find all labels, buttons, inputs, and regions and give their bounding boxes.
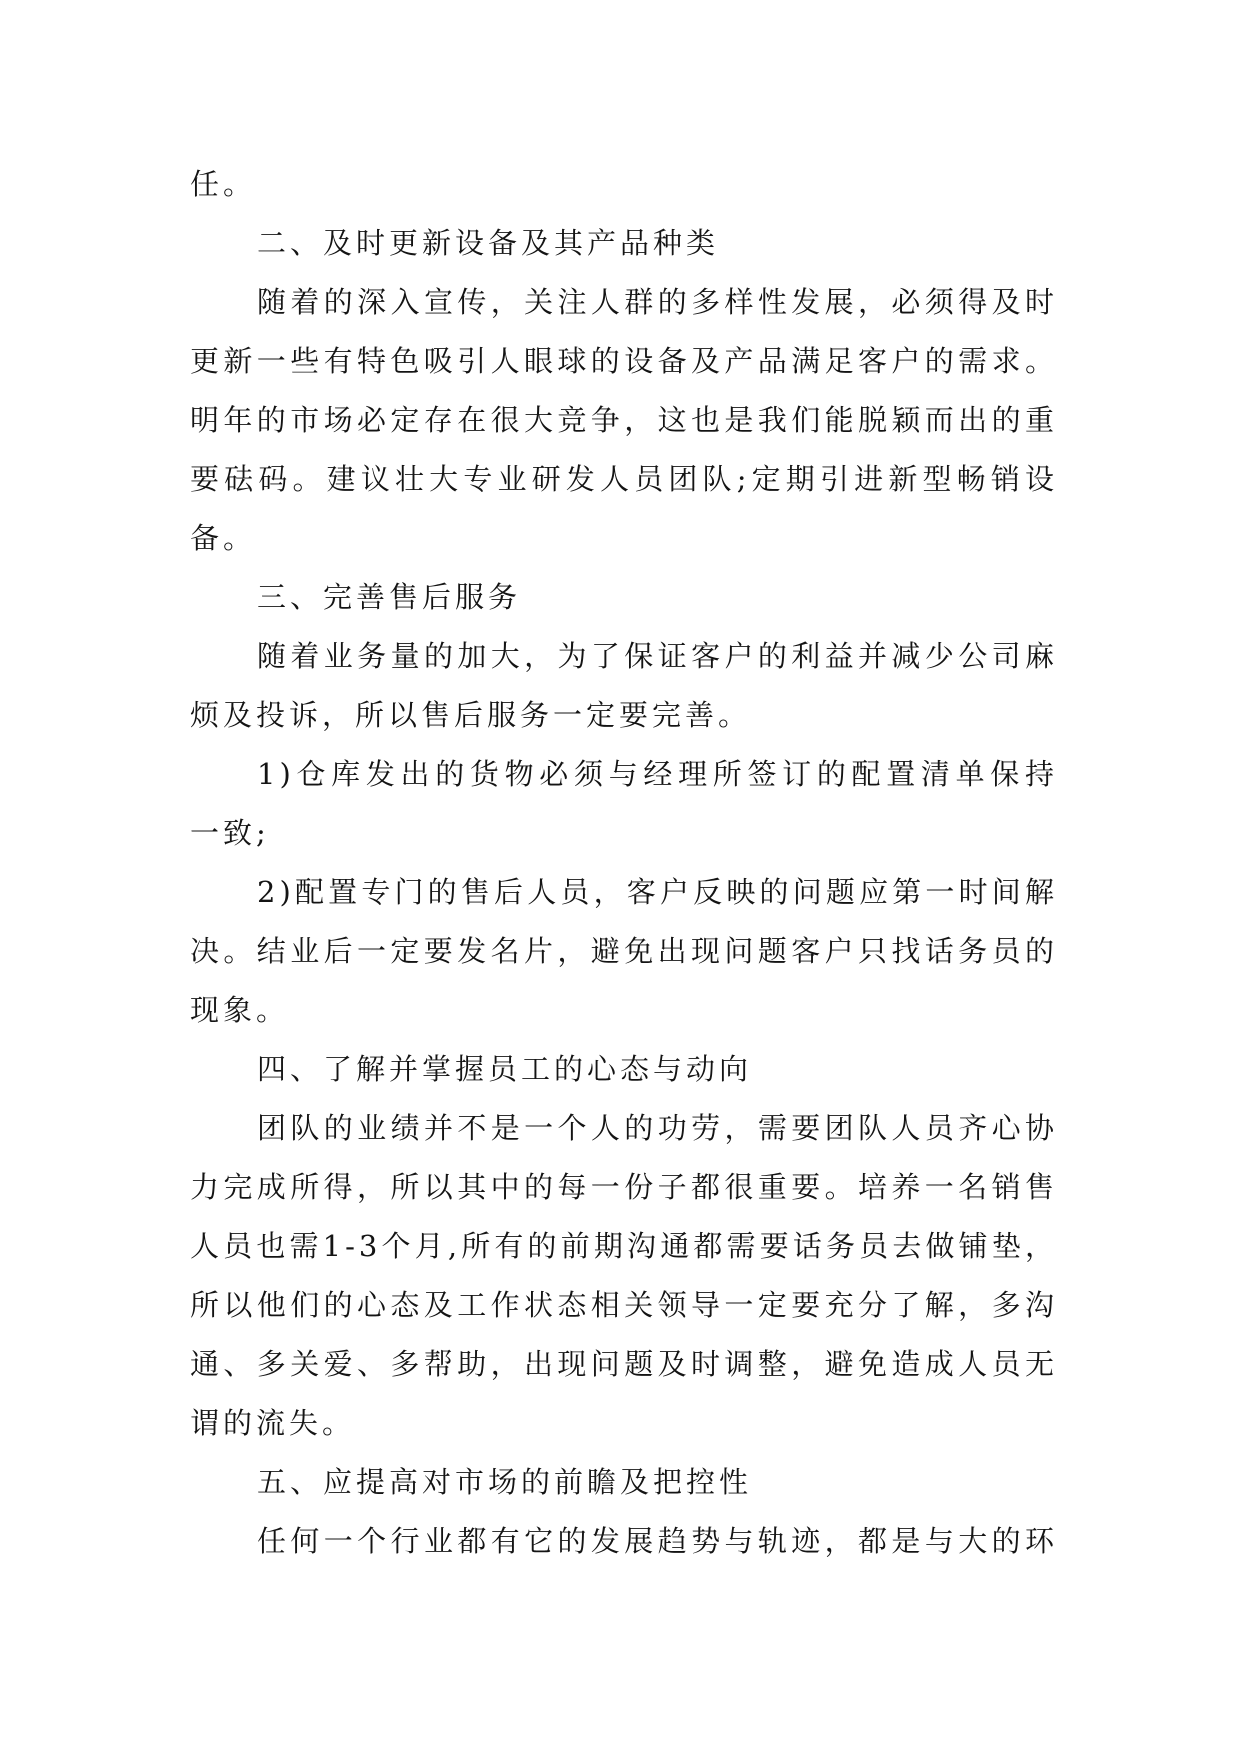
paragraph-line: 要砝码。建议壮大专业研发人员团队;定期引进新型畅销设 bbox=[190, 462, 1058, 496]
paragraph-line: 明年的市场必定存在很大竞争，这也是我们能脱颖而出的重 bbox=[190, 403, 1058, 437]
continued-paragraph-line: 任。 bbox=[190, 167, 257, 201]
list-item-line: 2)配置专门的售后人员，客户反映的问题应第一时间解 bbox=[257, 875, 1058, 909]
paragraph-line: 团队的业绩并不是一个人的功劳，需要团队人员齐心协 bbox=[257, 1111, 1058, 1145]
list-item-line: 一致; bbox=[190, 816, 270, 850]
paragraph-line: 所以他们的心态及工作状态相关领导一定要充分了解，多沟 bbox=[190, 1288, 1058, 1322]
paragraph-line: 谓的流失。 bbox=[190, 1406, 356, 1440]
paragraph-line: 烦及投诉，所以售后服务一定要完善。 bbox=[190, 698, 752, 732]
paragraph-line: 人员也需1-3个月,所有的前期沟通都需要话务员去做铺垫， bbox=[190, 1229, 1058, 1263]
paragraph-line: 任何一个行业都有它的发展趋势与轨迹，都是与大的环 bbox=[257, 1524, 1058, 1558]
list-item-line: 现象。 bbox=[190, 993, 290, 1027]
paragraph-line: 随着的深入宣传，关注人群的多样性发展，必须得及时 bbox=[257, 285, 1058, 319]
paragraph-line: 力完成所得，所以其中的每一份子都很重要。培养一名销售 bbox=[190, 1170, 1058, 1204]
section-heading: 五、应提高对市场的前瞻及把控性 bbox=[257, 1465, 753, 1499]
list-item-line: 1)仓库发出的货物必须与经理所签订的配置清单保持 bbox=[257, 757, 1058, 791]
paragraph-line: 更新一些有特色吸引人眼球的设备及产品满足客户的需求。 bbox=[190, 344, 1058, 378]
section-heading: 四、了解并掌握员工的心态与动向 bbox=[257, 1052, 753, 1086]
list-item-line: 决。结业后一定要发名片，避免出现问题客户只找话务员的 bbox=[190, 934, 1058, 968]
section-heading: 二、及时更新设备及其产品种类 bbox=[257, 226, 720, 260]
paragraph-line: 随着业务量的加大，为了保证客户的利益并减少公司麻 bbox=[257, 639, 1058, 673]
paragraph-line: 通、多关爱、多帮助，出现问题及时调整，避免造成人员无 bbox=[190, 1347, 1058, 1381]
paragraph-line: 备。 bbox=[190, 521, 257, 555]
section-heading: 三、完善售后服务 bbox=[257, 580, 522, 614]
